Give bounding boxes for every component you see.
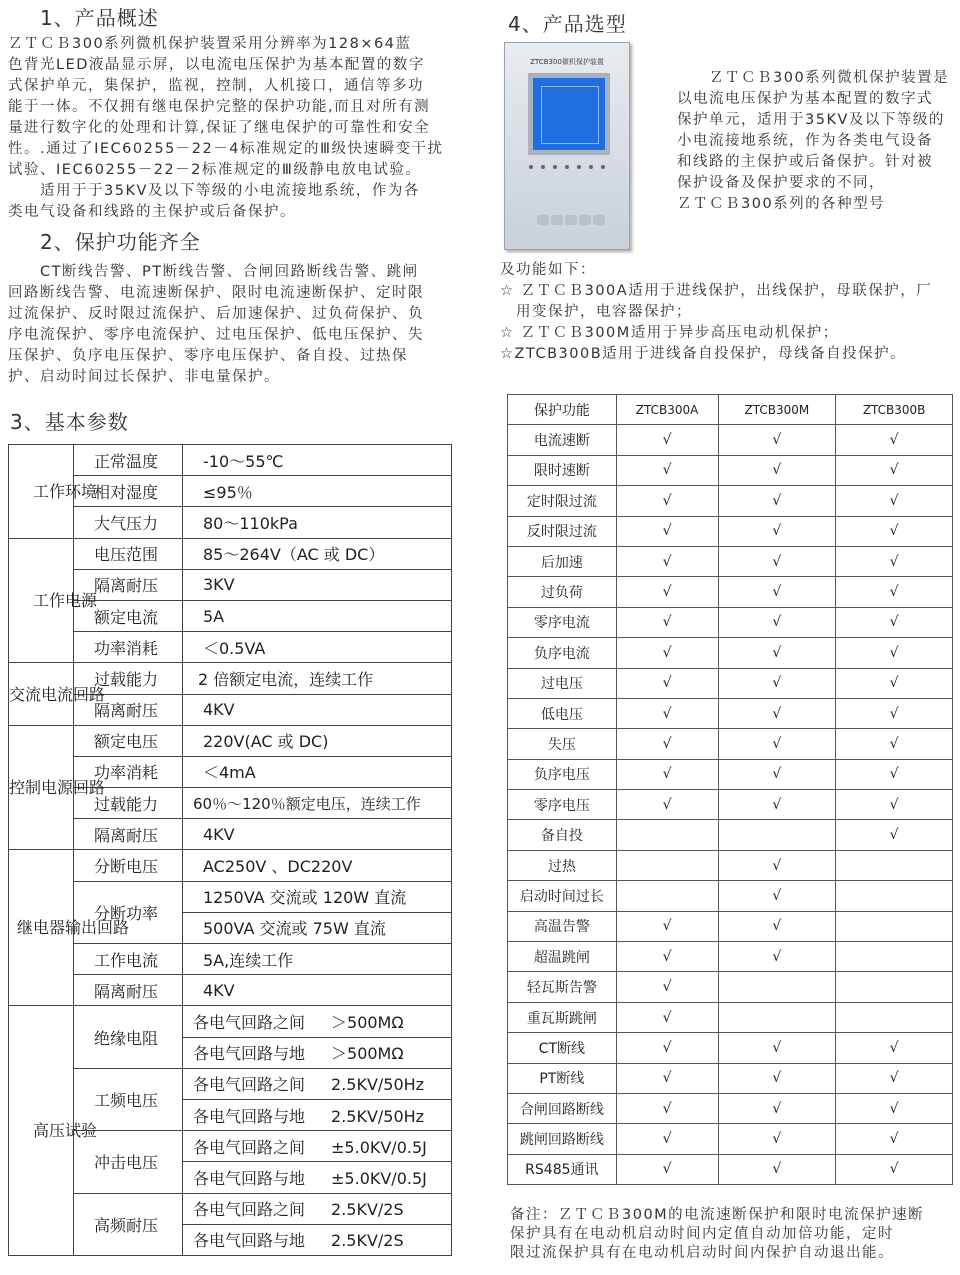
model-m-cell: √ — [718, 790, 836, 820]
model-a-cell: √ — [616, 972, 718, 1002]
model-m-cell: √ — [718, 698, 836, 728]
group-env: 工作环境 — [9, 445, 74, 539]
model-a-cell: √ — [616, 1154, 718, 1184]
group-power: 工作电源 — [9, 538, 74, 663]
param-value: 60％～120％额定电压，连续工作 — [183, 788, 452, 819]
table-row — [508, 1154, 953, 1184]
model-a-cell: √ — [616, 942, 718, 972]
table-row — [508, 1093, 953, 1123]
section-4-models — [500, 260, 956, 365]
table-row — [508, 729, 953, 759]
param-label: 电压范围 — [74, 538, 183, 569]
section-1-title: 1、产品概述 — [40, 6, 159, 30]
text-line: 以电流电压保护为基本配置的数字式 — [677, 91, 933, 107]
text-line: 序电流保护、零序电流保护、过电压保护、低电压保护、失 — [8, 327, 424, 343]
param-value: 500VA 交流或 75W 直流 — [183, 912, 452, 943]
function-cell: 合闸回路断线 — [508, 1093, 617, 1123]
model-a-cell: √ — [616, 729, 718, 759]
model-b-cell: √ — [836, 1124, 953, 1154]
header-model-m: ZTCB300M — [718, 395, 836, 425]
header-function: 保护功能 — [508, 395, 617, 425]
function-cell: 备自投 — [508, 820, 617, 850]
model-b-cell — [836, 850, 953, 880]
model-m-cell: √ — [718, 1124, 836, 1154]
param-value: 各电气回路之间 ±5.0KV/0.5J — [183, 1131, 452, 1162]
device-label: ZTCB300微机保护装置 — [530, 58, 604, 66]
param-label: 高频耐压 — [74, 1193, 183, 1255]
model-a-cell — [616, 881, 718, 911]
text-line: 色背光LED液晶显示屏，以电流电压保护为基本配置的数字 — [8, 57, 425, 73]
table-row — [508, 698, 953, 728]
section-4-body — [677, 68, 957, 215]
section-2-title: 2、保护功能齐全 — [40, 230, 201, 254]
note-block — [510, 1206, 954, 1263]
model-m-cell: √ — [718, 668, 836, 698]
param-value: ＜4mA — [183, 756, 452, 787]
table-row — [508, 942, 953, 972]
table-row — [508, 790, 953, 820]
text-line: 及功能如下： — [500, 262, 596, 278]
table-row — [508, 1033, 953, 1063]
model-b-cell: √ — [836, 425, 953, 455]
table-row — [508, 1063, 953, 1093]
table-row — [508, 516, 953, 546]
model-m-cell: √ — [718, 546, 836, 576]
model-b-cell: √ — [836, 668, 953, 698]
text-line: 护、启动时间过长保护、非电量保护。 — [8, 369, 280, 385]
model-b-cell: √ — [836, 486, 953, 516]
table-row — [508, 668, 953, 698]
model-b-cell: √ — [836, 1154, 953, 1184]
model-b-cell: √ — [836, 1093, 953, 1123]
table-row — [508, 820, 953, 850]
text-line: 适用于于35KV及以下等级的小电流接地系统，作为各 — [8, 183, 420, 199]
model-m-cell: √ — [718, 759, 836, 789]
function-cell: CT断线 — [508, 1033, 617, 1063]
param-label: 过载能力 — [74, 663, 183, 694]
param-value: 各电气回路与地 2.5KV/2S — [183, 1224, 452, 1255]
table-row — [508, 972, 953, 1002]
text-line: 备注：ＺＴＣＢ300M的电流速断保护和限时电流保护速断 — [510, 1207, 925, 1223]
section-2-body — [8, 262, 452, 388]
model-a-cell: √ — [616, 516, 718, 546]
model-m-cell: √ — [718, 850, 836, 880]
text-line: 试验、IEC60255－22－2标准规定的Ⅲ级静电放电试验。 — [8, 162, 422, 178]
function-cell: 定时限过流 — [508, 486, 617, 516]
model-m-cell: √ — [718, 577, 836, 607]
param-label: 正常温度 — [74, 445, 183, 476]
model-a-cell: √ — [616, 455, 718, 485]
text-line: 和线路的主保护或后备保护。针对被 — [677, 154, 933, 170]
function-cell: 后加速 — [508, 546, 617, 576]
model-m-cell: √ — [718, 455, 836, 485]
function-cell: 失压 — [508, 729, 617, 759]
param-value: 4KV — [183, 975, 452, 1006]
function-cell: 负序电压 — [508, 759, 617, 789]
param-value: 220V(AC 或 DC) — [183, 725, 452, 756]
text-line: 用变保护，电容器保护； — [500, 304, 692, 320]
text-line: ＺＴＣＢ300系列微机保护装置是 — [677, 70, 950, 86]
param-value: 4KV — [183, 819, 452, 850]
model-m-cell: √ — [718, 1093, 836, 1123]
model-b-cell: √ — [836, 759, 953, 789]
model-a-cell: √ — [616, 1093, 718, 1123]
param-label: 工频电压 — [74, 1068, 183, 1130]
model-a-cell: √ — [616, 790, 718, 820]
model-b-cell: √ — [836, 455, 953, 485]
model-m-cell — [718, 1002, 836, 1032]
param-label: 分断电压 — [74, 850, 183, 881]
text-line: ☆ ＺＴＣＢ300M适用于异步高压电动机保护； — [500, 325, 839, 341]
model-a-cell: √ — [616, 668, 718, 698]
function-cell: 启动时间过长 — [508, 881, 617, 911]
function-cell: 电流速断 — [508, 425, 617, 455]
text-line: 类电气设备和线路的主保护或后备保护。 — [8, 204, 296, 220]
text-line: 能于一体。不仅拥有继电保护完整的保护功能,而且对所有测 — [8, 99, 431, 115]
text-line: ☆ZTCB300B适用于进线备自投保护，母线备自投保护。 — [500, 346, 907, 362]
model-m-cell: √ — [718, 729, 836, 759]
model-m-cell: √ — [718, 942, 836, 972]
param-value: 5A — [183, 600, 452, 631]
function-cell: 过热 — [508, 850, 617, 880]
function-cell: 轻瓦斯告警 — [508, 972, 617, 1002]
model-b-cell: √ — [836, 820, 953, 850]
param-label: 隔离耐压 — [74, 569, 183, 600]
param-value: 各电气回路与地 2.5KV/50Hz — [183, 1099, 452, 1130]
param-label: 工作电流 — [74, 944, 183, 975]
section-1-body — [8, 34, 452, 223]
text-line: 性。.通过了IEC60255－22－4标准规定的Ⅲ级快速瞬变干扰 — [8, 141, 444, 157]
param-label: 相对湿度 — [74, 476, 183, 507]
text-line: 保护具有在电动机启动时间内定值自动加倍功能，定时 — [510, 1226, 894, 1242]
model-m-cell: √ — [718, 881, 836, 911]
text-line: 保护单元，适用于35KV及以下等级的 — [677, 112, 945, 128]
function-cell: 负序电流 — [508, 638, 617, 668]
table-row — [508, 546, 953, 576]
model-a-cell: √ — [616, 577, 718, 607]
group-hv: 高压试验 — [9, 1006, 74, 1256]
table-row — [508, 425, 953, 455]
param-label: 分断功率 — [74, 881, 183, 943]
function-cell: 高温告警 — [508, 911, 617, 941]
model-m-cell: √ — [718, 1063, 836, 1093]
table-row — [508, 607, 953, 637]
model-b-cell: √ — [836, 638, 953, 668]
param-label: 功率消耗 — [74, 756, 183, 787]
model-m-cell: √ — [718, 607, 836, 637]
text-line: CT断线告警、PT断线告警、合闸回路断线告警、跳闸 — [8, 264, 419, 280]
table-row — [508, 881, 953, 911]
model-b-cell: √ — [836, 577, 953, 607]
model-a-cell: √ — [616, 425, 718, 455]
model-b-cell — [836, 911, 953, 941]
function-cell: 过电压 — [508, 668, 617, 698]
param-value: ＜0.5VA — [183, 632, 452, 663]
model-b-cell: √ — [836, 607, 953, 637]
model-a-cell — [616, 850, 718, 880]
param-value: ≤95％ — [183, 476, 452, 507]
function-cell: PT断线 — [508, 1063, 617, 1093]
param-label: 隔离耐压 — [74, 694, 183, 725]
group-ctrl: 控制电源回路 — [9, 725, 74, 850]
function-cell: 限时速断 — [508, 455, 617, 485]
model-m-cell: √ — [718, 911, 836, 941]
param-label: 冲击电压 — [74, 1131, 183, 1193]
param-value: 各电气回路之间 2.5KV/50Hz — [183, 1068, 452, 1099]
text-line: ＺＴＣＢ300系列微机保护装置采用分辨率为128×64蓝 — [8, 36, 412, 52]
model-a-cell: √ — [616, 607, 718, 637]
selection-table — [507, 394, 953, 1185]
param-label: 绝缘电阻 — [74, 1006, 183, 1068]
group-ac: 交流电流回路 — [9, 663, 74, 725]
param-value: 2 倍额定电流，连续工作 — [183, 663, 452, 694]
model-b-cell — [836, 942, 953, 972]
param-value: 各电气回路之间 ＞500MΩ — [183, 1006, 452, 1037]
param-value: 85～264V（AC 或 DC） — [183, 538, 452, 569]
device-photo — [504, 42, 630, 250]
section-4-title: 4、产品选型 — [508, 12, 627, 36]
param-value: 5A,连续工作 — [183, 944, 452, 975]
model-a-cell: √ — [616, 546, 718, 576]
function-cell: 重瓦斯跳闸 — [508, 1002, 617, 1032]
header-model-a: ZTCB300A — [616, 395, 718, 425]
param-label: 隔离耐压 — [74, 975, 183, 1006]
param-value: -10～55℃ — [183, 445, 452, 476]
param-label: 过载能力 — [74, 788, 183, 819]
table-row — [508, 1002, 953, 1032]
model-m-cell: √ — [718, 516, 836, 546]
keypad — [537, 215, 603, 229]
param-label: 额定电流 — [74, 600, 183, 631]
function-cell: 跳闸回路断线 — [508, 1124, 617, 1154]
table-row — [508, 638, 953, 668]
text-line: ☆ ＺＴＣＢ300A适用于进线保护，出线保护，母联保护，厂 — [500, 283, 933, 299]
model-b-cell — [836, 881, 953, 911]
text-line: ＺＴＣＢ300系列的各种型号 — [677, 196, 886, 212]
model-a-cell: √ — [616, 759, 718, 789]
model-b-cell: √ — [836, 790, 953, 820]
text-line: 压保护、负序电压保护、零序电压保护、备自投、过热保 — [8, 348, 408, 364]
table-row — [508, 486, 953, 516]
function-cell: 零序电流 — [508, 607, 617, 637]
model-a-cell: √ — [616, 638, 718, 668]
model-a-cell: √ — [616, 1002, 718, 1032]
table-row — [508, 455, 953, 485]
parameters-table — [8, 444, 452, 1256]
model-b-cell — [836, 1002, 953, 1032]
function-cell: 零序电压 — [508, 790, 617, 820]
model-b-cell: √ — [836, 516, 953, 546]
model-b-cell: √ — [836, 1033, 953, 1063]
model-m-cell: √ — [718, 1033, 836, 1063]
param-label: 功率消耗 — [74, 632, 183, 663]
function-cell: 反时限过流 — [508, 516, 617, 546]
table-row — [508, 850, 953, 880]
text-line: 小电流接地系统，作为各类电气设备 — [677, 133, 933, 149]
function-cell: 低电压 — [508, 698, 617, 728]
model-m-cell — [718, 820, 836, 850]
param-value: 各电气回路与地 ＞500MΩ — [183, 1037, 452, 1068]
param-label: 隔离耐压 — [74, 819, 183, 850]
function-cell: 超温跳闸 — [508, 942, 617, 972]
param-value: AC250V 、DC220V — [183, 850, 452, 881]
param-label: 额定电压 — [74, 725, 183, 756]
model-b-cell: √ — [836, 546, 953, 576]
function-cell: RS485通讯 — [508, 1154, 617, 1184]
model-a-cell: √ — [616, 1124, 718, 1154]
model-a-cell: √ — [616, 698, 718, 728]
text-line: 保护设备及保护要求的不同， — [677, 175, 885, 191]
model-b-cell: √ — [836, 698, 953, 728]
param-value: 4KV — [183, 694, 452, 725]
model-b-cell: √ — [836, 729, 953, 759]
function-cell: 过负荷 — [508, 577, 617, 607]
param-value: 1250VA 交流或 120W 直流 — [183, 881, 452, 912]
model-a-cell: √ — [616, 1033, 718, 1063]
text-line: 式保护单元，集保护，监视，控制，人机接口，通信等多功 — [8, 78, 424, 94]
table-row — [508, 759, 953, 789]
model-m-cell: √ — [718, 638, 836, 668]
model-m-cell: √ — [718, 425, 836, 455]
param-value: 80～110kPa — [183, 507, 452, 538]
text-line: 过流保护、反时限过流保护、后加速保护、过负荷保护、负 — [8, 306, 424, 322]
table-row — [508, 1124, 953, 1154]
model-a-cell: √ — [616, 486, 718, 516]
header-model-b: ZTCB300B — [836, 395, 953, 425]
text-line: 限过流保护具有在电动机启动时间内保护自动退出能。 — [510, 1245, 894, 1261]
indicator-leds — [529, 165, 609, 175]
model-m-cell: √ — [718, 1154, 836, 1184]
text-line: 量进行数字化的处理和计算,保证了继电保护的可靠性和安全 — [8, 120, 431, 136]
param-value: 3KV — [183, 569, 452, 600]
text-line: 回路断线告警、电流速断保护、限时电流速断保护、定时限 — [8, 285, 424, 301]
model-a-cell: √ — [616, 1063, 718, 1093]
lcd-screen — [528, 73, 610, 155]
model-m-cell — [718, 972, 836, 1002]
model-a-cell — [616, 820, 718, 850]
model-b-cell — [836, 972, 953, 1002]
param-value: 各电气回路之间 2.5KV/2S — [183, 1193, 452, 1224]
param-label: 大气压力 — [74, 507, 183, 538]
model-a-cell: √ — [616, 911, 718, 941]
param-value: 各电气回路与地 ±5.0KV/0.5J — [183, 1162, 452, 1193]
section-3-title: 3、基本参数 — [10, 410, 129, 434]
table-row — [508, 911, 953, 941]
model-m-cell: √ — [718, 486, 836, 516]
model-b-cell: √ — [836, 1063, 953, 1093]
group-relay: 继电器输出回路 — [9, 850, 74, 1006]
table-row — [508, 577, 953, 607]
